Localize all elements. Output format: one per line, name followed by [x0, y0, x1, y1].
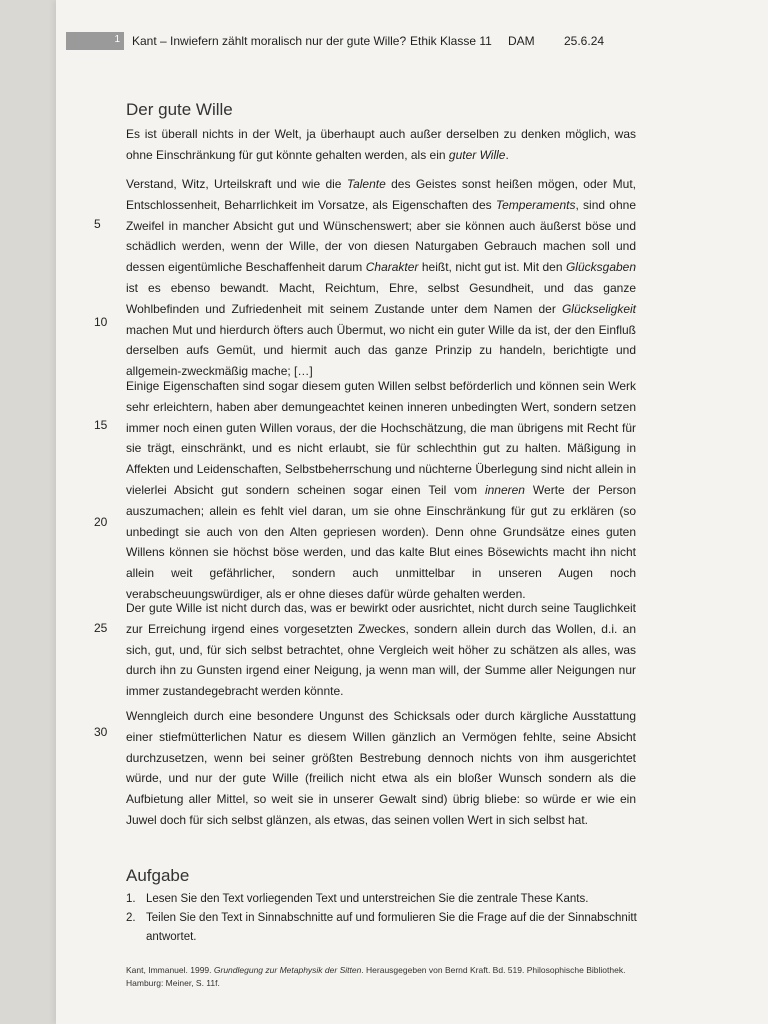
- line-number-20: 20: [94, 515, 108, 529]
- page-number-box: [66, 32, 124, 50]
- task-item-2: [126, 909, 646, 947]
- task-list: [126, 890, 646, 947]
- line-number-15: 15: [94, 418, 108, 432]
- paragraph-5: Wenngleich durch eine besondere Ungunst des Schicksals oder durch kärgliche Ausstattung einer stiefmütterlichen Natur es diesem Willen gänzlich an Vermögen fehlte, seine Absicht durchzusetzen, wenn bei seiner größten Bestrebung dennoch nichts von ihm ausgerichtet würde, und nur der gute Wille (freilich nicht etwa als ein bloßer Wunsch sondern als die Aufbietung aller Mittel, so weit sie in unserer Gewalt sind) übrig bliebe: so würde er wie ein Juwel doch für sich selbst glänzen, als etwas, das seinen vollen Wert in sich selbst hat.: [126, 709, 636, 827]
- header-teacher: DAM: [508, 34, 535, 48]
- section-heading-der-gute-wille: Der gute Wille: [126, 100, 233, 119]
- line-number-10: 10: [94, 315, 108, 329]
- page-number: 1: [114, 34, 120, 45]
- header-subject: Ethik Klasse 11: [410, 34, 492, 48]
- section-heading-aufgabe: Aufgabe: [126, 866, 190, 885]
- task-item-1: [126, 890, 646, 909]
- page-header: [66, 32, 626, 52]
- paragraph-2: Verstand, Witz, Urteilskraft und wie die Talente des Geistes sonst heißen mögen, oder Mut, Entschlossenheit, Beharrlichkeit im Vorsatze, als Eigenschaften des Temperaments, sind ohne Zweifel in mancher Absicht gut und Wünschenswert; aber sie können auch äußerst böse und schädlich werden, wenn der Wille, der von diesen Naturgaben Gebrauch machen soll und dessen eigentümliche Beschaffenheit darum Charakter heißt, nicht gut ist. Mit den Glücksgaben ist es ebenso bewandt. Macht, Reichtum, Ehre, selbst Gesundheit, und das ganze Wohlbefinden und Zufriedenheit mit seinem Zustande unter dem Namen der Glückseligkeit machen Mut und hierdurch öfters auch Übermut, wo nicht ein guter Wille da ist, der den Einfluß derselben aufs Gemüt, und hiermit auch das ganze Prinzip zu handeln, berichtigte und allgemein-zweckmäßig mache; […]: [126, 177, 637, 379]
- header-date: 25.6.24: [564, 34, 605, 48]
- paragraph-1: Es ist überall nichts in der Welt, ja überhaupt auch außer derselben zu denken möglich, was ohne Einschränkung für gut könnte gehalten werden, als ein guter Wille.: [126, 127, 636, 162]
- task-text: Lesen Sie den Text vorliegenden Text und unterstreichen Sie die zentrale These Kants.: [146, 893, 589, 905]
- paragraph-3: Einige Eigenschaften sind sogar diesem guten Willen selbst beförderlich und können sein Werk sehr erleichtern, haben aber demungeachtet keinen inneren unbedingten Wert, sondern setzen immer noch einen guten Willen voraus, der die Hochschätzung, die man übrigens mit Recht für sie trägt, einschränkt, und es nicht erlaubt, sie für schlechthin gut zu halten. Mäßigung in Affekten und Leidenschaften, Selbstbeherrschung und nüchterne Überlegung sind nicht allein in vielerlei Absicht gut sondern scheinen sogar einen Teil vom inneren Werte der Person auszumachen; allein es fehlt viel daran, um sie ohne Einschränkung für gut zu erklären (so unbedingt sie auch von den Alten gepriesen worden). Denn ohne Grundsätze eines guten Willens können sie höchst böse werden, und das kalte Blut eines Bösewichts macht ihn nicht allein weit gefährlicher, sondern auch unmittelbar in unseren Augen noch verabscheuungswürdiger, als er ohne dieses dafür würde gehalten werden.: [126, 379, 637, 601]
- source-citation: Kant, Immanuel. 1999. Grundlegung zur Metaphysik der Sitten. Herausgegeben von Bernd Kraft. Bd. 519. Philosophische Bibliothek. Hamburg: Meiner, S. 11f.: [126, 965, 626, 988]
- task-text: Teilen Sie den Text in Sinnabschnitte auf und formulieren Sie die Frage auf die der Sinnabschnitt antwortet.: [146, 912, 637, 943]
- task-number: 1.: [126, 893, 136, 905]
- line-number-25: 25: [94, 621, 108, 635]
- line-number-30: 30: [94, 725, 108, 739]
- header-title: Kant – Inwiefern zählt moralisch nur der gute Wille?: [132, 34, 407, 48]
- paragraph-4: Der gute Wille ist nicht durch das, was er bewirkt oder ausrichtet, nicht durch seine Tauglichkeit zur Erreichung irgend eines vorgesetzten Zweckes, sondern allein durch das Wollen, d.i. an sich, gut, und, für sich selbst betrachtet, ohne Vergleich weit höher zu schätzen als alles, was durch ihn zu Gunsten irgend einer Neigung, ja wenn man will, der Summe aller Neigungen nur immer zustandegebracht werden könnte.: [126, 601, 636, 699]
- task-number: 2.: [126, 912, 136, 924]
- line-number-5: 5: [94, 217, 101, 231]
